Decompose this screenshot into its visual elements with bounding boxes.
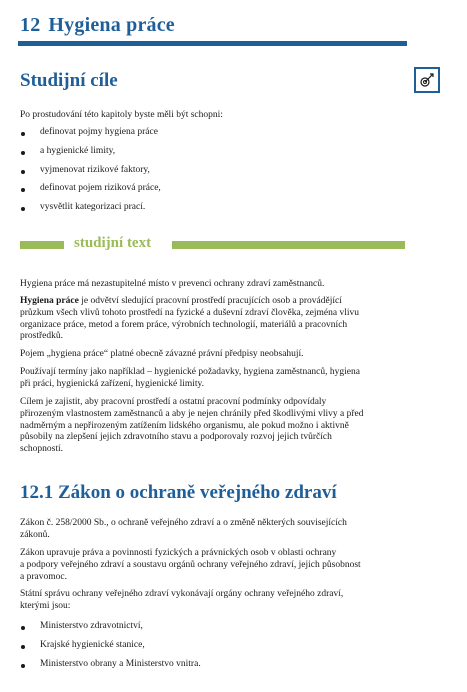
paragraph <box>20 296 390 343</box>
term-bold: Hygiena práce <box>20 296 79 306</box>
chapter-title <box>20 14 175 37</box>
paragraph-line: Používají termíny jako například – hygienické požadavky, hygiena zaměstnanců, hygiena <box>20 367 360 377</box>
paragraph-line: a podpory veřejného zdraví a soustavu orgánů ochrany veřejného zdraví, jejich působnost <box>20 559 361 570</box>
chapter-rule <box>18 41 407 46</box>
chapter-number: 12 <box>20 14 41 36</box>
paragraph-line: prostředků. <box>20 331 64 342</box>
bullet-icon <box>21 170 25 174</box>
target-icon <box>414 67 440 93</box>
banner-bar-left <box>20 241 64 249</box>
bullet-icon <box>21 626 25 630</box>
paragraph <box>20 349 390 361</box>
paragraph-line: nadměrným a nepřirozeným zatížením lidského organismu, ale pokud možno i aktivně <box>20 420 349 431</box>
paragraph <box>20 589 390 613</box>
section-heading: 12.1 Zákon o ochraně veřejného zdraví <box>20 482 337 503</box>
study-text-banner <box>20 237 405 253</box>
paragraph-text: Hygiena práce má nezastupitelné místo v prevenci ochrany zdraví zaměstnanců. <box>20 279 325 289</box>
objectives-heading: Studijní cíle <box>20 70 118 91</box>
bullet-icon <box>21 664 25 668</box>
chapter-title-text: Hygiena práce <box>48 14 175 36</box>
paragraph-line: působily na zlepšení jejich zdravotního stavu a podporovaly rozvoj jejich tvůrčích <box>20 432 332 443</box>
paragraph-line: schopností. <box>20 444 64 455</box>
paragraph <box>20 279 390 291</box>
paragraph <box>20 548 390 583</box>
bullet-icon <box>21 207 25 211</box>
paragraph <box>20 397 390 456</box>
paragraph-line: průzkum všech vlivů tohoto prostředí na fyzické a duševní zdraví člověka, zejména vlivu <box>20 307 359 318</box>
paragraph-text: je odvětví sledující pracovní prostředí pracujících osob a provádějící <box>78 296 342 306</box>
paragraph-line: zákonů. <box>20 529 50 540</box>
paragraph-text: Pojem „hygiena práce“ platné obecně závazné právní předpisy neobsahují. <box>20 349 304 359</box>
bullet-icon <box>21 151 25 155</box>
paragraph-line: kterými jsou: <box>20 600 71 611</box>
banner-bar-right <box>172 241 405 249</box>
banner-label: studijní text <box>74 235 152 251</box>
bullet-icon <box>21 132 25 136</box>
paragraph <box>20 518 390 542</box>
paragraph-line <box>20 296 390 308</box>
bullet-icon <box>21 645 25 649</box>
paragraph-line: Zákon č. 258/2000 Sb., o ochraně veřejného zdraví a o změně některých souvisejících <box>20 518 347 528</box>
paragraph-line: Státní správu ochrany veřejného zdraví vykonávají orgány ochrany veřejného zdraví, <box>20 589 344 599</box>
objectives-intro: Po prostudování této kapitoly byste měli být schopni: <box>20 110 223 120</box>
paragraph-line: Zákon upravuje práva a povinnosti fyzických a právnických osob v oblasti ochrany <box>20 548 337 558</box>
paragraph-line: při práci, hygienická zařízení, hygienické limity. <box>20 378 205 389</box>
paragraph-line: přirozeným vlastnostem zaměstnanců a aby je nejen chránily před škodlivými vlivy a před <box>20 408 364 419</box>
paragraph <box>20 367 390 391</box>
paragraph-line: organizace práce, metod a forem práce, výrobních technologií, materiálů a pracovních <box>20 319 348 330</box>
paragraph-line: Cílem je zajistit, aby pracovní prostředí a ostatní pracovní podmínky odpovídaly <box>20 397 327 407</box>
paragraph-line: a pravomoc. <box>20 571 67 582</box>
bullet-icon <box>21 188 25 192</box>
